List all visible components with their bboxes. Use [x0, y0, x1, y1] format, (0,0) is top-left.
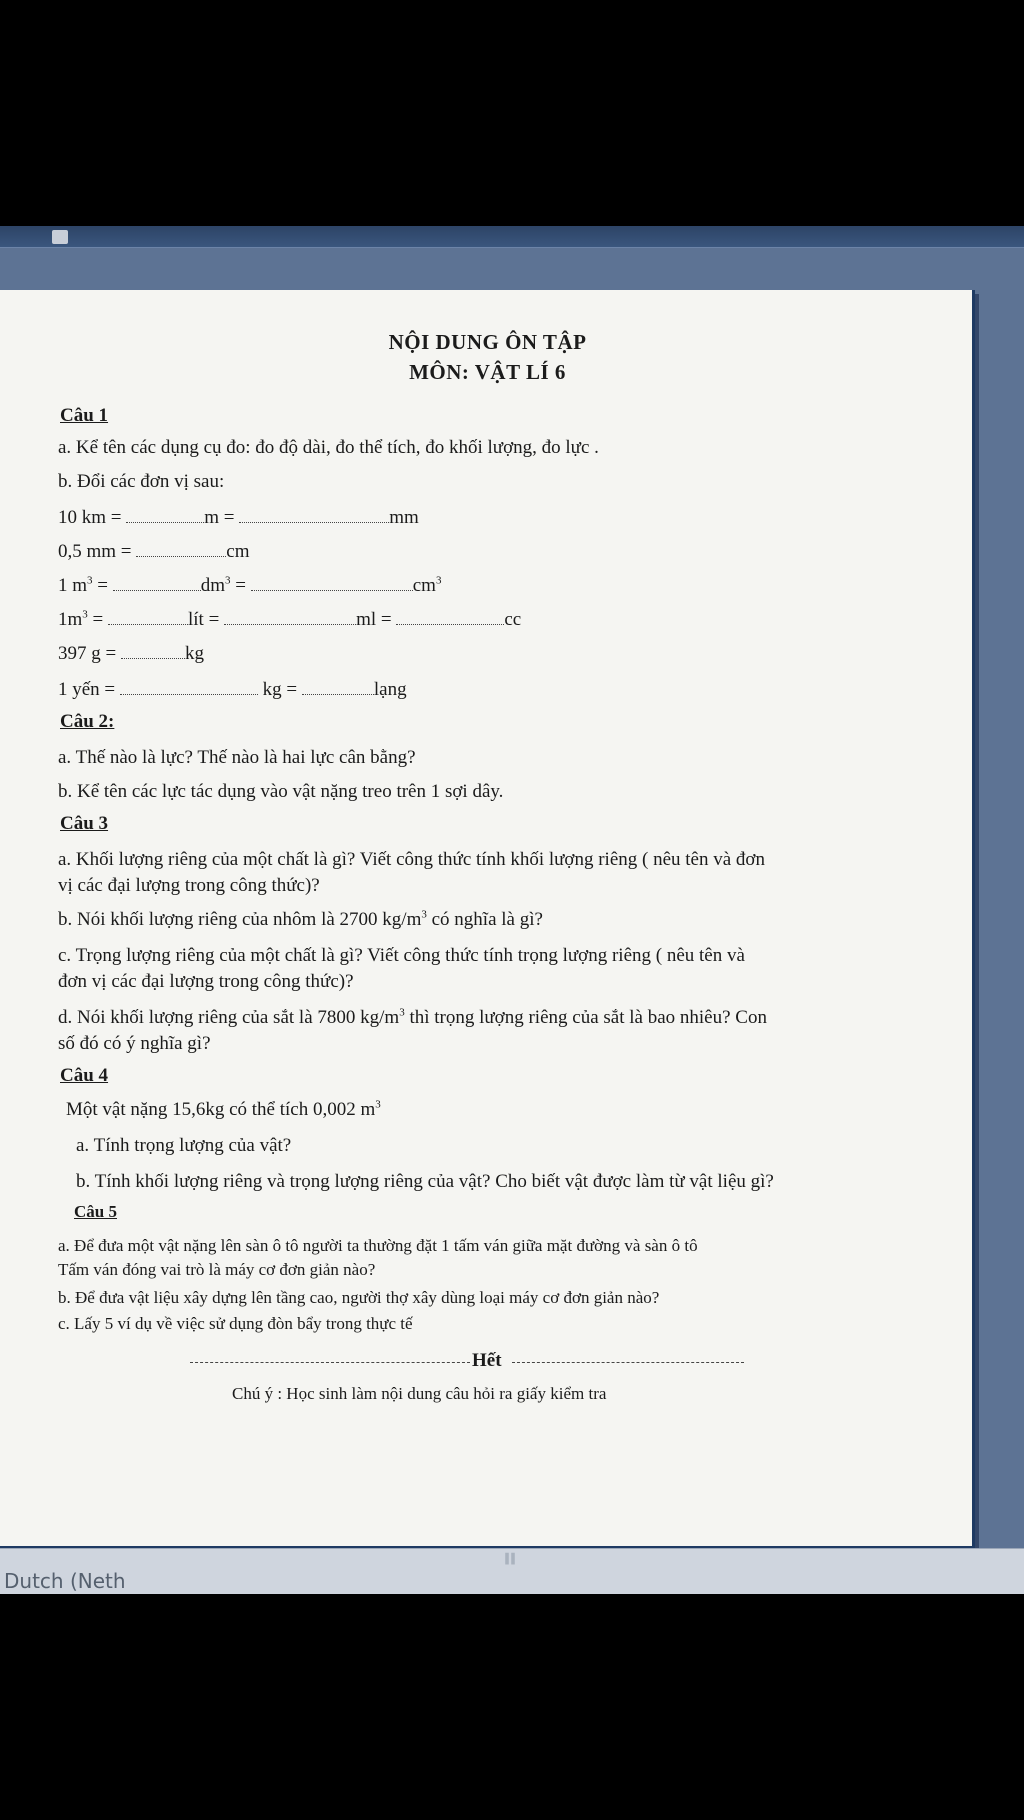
- q1-conversion-5: 397 g = kg: [58, 643, 204, 664]
- word-window: [0, 226, 1024, 1594]
- q3-c-line1: c. Trọng lượng riêng của một chất là gì? Viết công thức tính trọng lượng riêng ( nêu tên và: [58, 945, 745, 966]
- q3-b: b. Nói khối lượng riêng của nhôm là 2700 $kg/m^3$ có nghĩa là gì?: [58, 908, 543, 930]
- q1-conversion-2: 0,5 mm = cm: [58, 541, 250, 562]
- q1-conversion-1: 10 km = m = mm: [58, 507, 419, 528]
- footer-note: Chú ý : Học sinh làm nội dung câu hỏi ra giấy kiểm tra: [232, 1384, 607, 1403]
- ruler-bar: [0, 226, 1024, 248]
- q4-heading: Câu 4: [60, 1065, 109, 1086]
- status-bar: [0, 1548, 1024, 1594]
- doc-title: NỘI DUNG ÔN TẬP: [388, 330, 587, 354]
- q3-c-line2: đơn vị các đại lượng trong công thức)?: [58, 971, 354, 992]
- document-area: [0, 248, 1024, 1548]
- q1-conversion-3: 1 $m^3 = dm^3 = cm^3$: [58, 574, 442, 596]
- q1-conversion-6: 1 yến = kg = lạng: [58, 679, 407, 700]
- q4-b: b. Tính khối lượng riêng và trọng lượng riêng của vật? Cho biết vật được làm từ vật liệu gì?: [76, 1171, 774, 1192]
- q1-heading: Câu 1: [60, 405, 109, 426]
- q1-conversion-4: $1m^3$ = lít = ml = cc: [58, 608, 522, 630]
- language-indicator[interactable]: Dutch (Neth: [4, 1569, 126, 1593]
- q5-a-line2: Tấm ván đóng vai trò là máy cơ đơn giản nào?: [58, 1260, 376, 1279]
- split-grip-icon[interactable]: ∥∥: [504, 1551, 516, 1565]
- q3-d-line1: d. Nói khối lượng riêng của sắt là 7800 $kg/m^3$ thì trọng lượng riêng của sắt là bao nhiêu? Con: [58, 1006, 767, 1028]
- q5-c: c. Lấy 5 ví dụ về việc sử dụng đòn bẩy trong thực tế: [58, 1314, 413, 1333]
- tab-stop-marker[interactable]: [52, 230, 68, 244]
- q3-a-line2: vị các đại lượng trong công thức)?: [58, 875, 320, 896]
- q3-a-line1: a. Khối lượng riêng của một chất là gì? Viết công thức tính khối lượng riêng ( nêu tên và đơn: [58, 849, 765, 870]
- q2-a: a. Thế nào là lực? Thế nào là hai lực cân bằng?: [58, 747, 416, 768]
- end-rule-left: [190, 1362, 470, 1363]
- q3-heading: Câu 3: [60, 813, 109, 834]
- q5-heading: Câu 5: [74, 1202, 117, 1221]
- q5-a-line1: a. Để đưa một vật nặng lên sàn ô tô người ta thường đặt 1 tấm ván giữa mặt đường và sàn ô tô: [58, 1236, 698, 1255]
- q4-intro: Một vật nặng 15,6kg có thể tích 0,002 $m^3$: [66, 1098, 381, 1120]
- q2-b: b. Kể tên các lực tác dụng vào vật nặng treo trên 1 sợi dây.: [58, 781, 504, 802]
- q1-b: b. Đổi các đơn vị sau:: [58, 471, 225, 492]
- q1-a: a. Kể tên các dụng cụ đo: đo độ dài, đo thể tích, đo khối lượng, đo lực .: [58, 437, 599, 458]
- end-rule-right: [512, 1362, 744, 1363]
- q5-b: b. Để đưa vật liệu xây dựng lên tầng cao, người thợ xây dùng loại máy cơ đơn giản nào?: [58, 1288, 660, 1307]
- end-marker: Hết: [472, 1350, 502, 1371]
- q4-a: a. Tính trọng lượng của vật?: [76, 1135, 292, 1156]
- q2-heading: Câu 2:: [60, 711, 115, 732]
- q3-d-line2: số đó có ý nghĩa gì?: [58, 1033, 211, 1054]
- document-page: [0, 290, 975, 1549]
- doc-subtitle: MÔN: VẬT LÍ 6: [409, 360, 566, 384]
